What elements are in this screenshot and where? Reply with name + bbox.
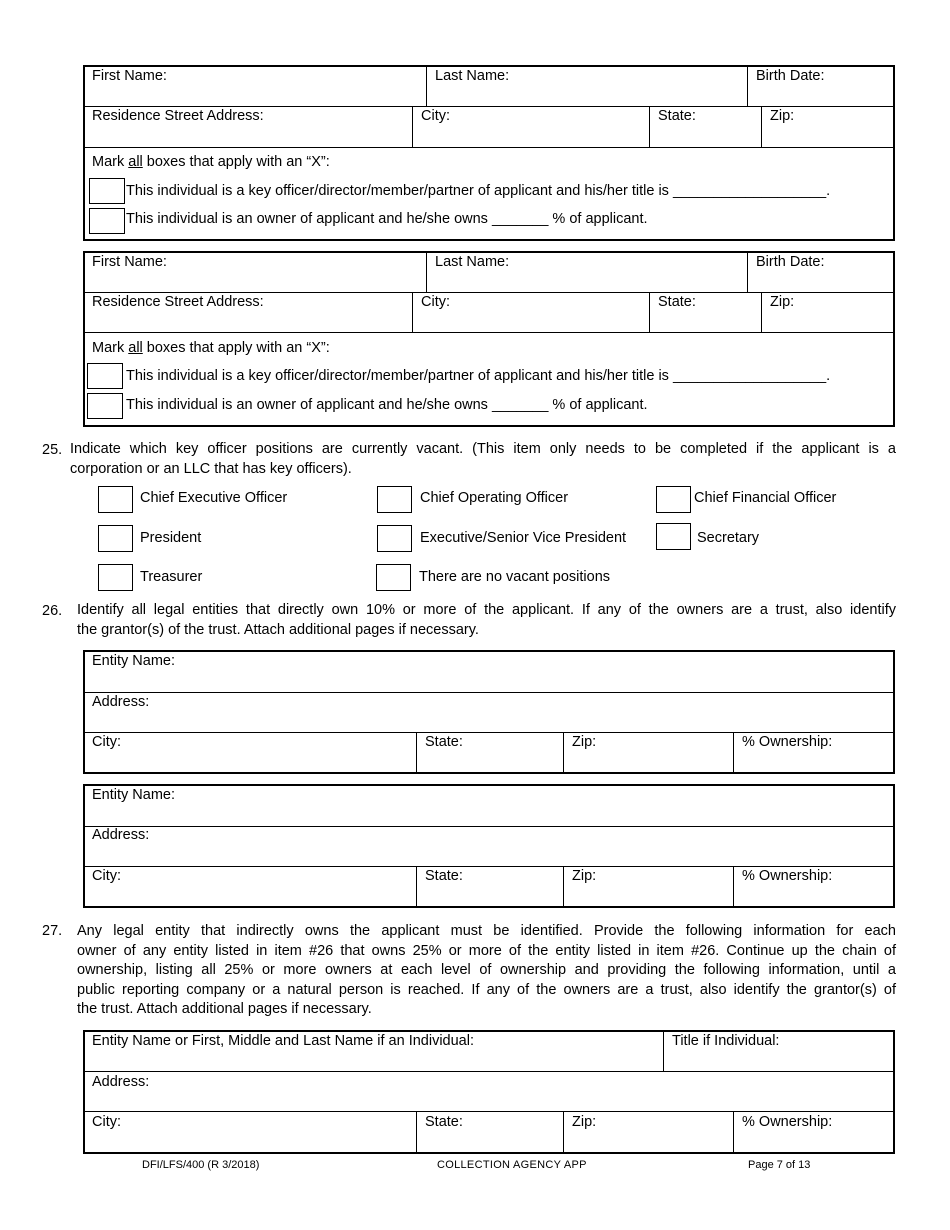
owner-checkbox[interactable]: [87, 393, 123, 419]
column-divider: [747, 252, 748, 292]
item-27-line-2: owner of any entity listed in item #26 that owns 25% or more of the entity listed in item #26. Continue up the chain of: [77, 942, 896, 959]
vacant-evp-checkbox[interactable]: [377, 525, 412, 552]
row-divider: [84, 692, 894, 693]
item-25-number: 25.: [42, 442, 63, 458]
street-address-label: Residence Street Address:: [92, 108, 264, 124]
state-field[interactable]: [655, 126, 757, 144]
zip-field[interactable]: [569, 752, 729, 771]
key-officer-text: This individual is a key officer/director/member/partner of applicant and his/her title is ___________________.: [126, 368, 831, 384]
zip-field[interactable]: [569, 886, 729, 905]
vacant-evp-label: Executive/Senior Vice President: [420, 530, 627, 546]
owner-checkbox[interactable]: [89, 208, 125, 234]
vacant-coo-label: Chief Operating Officer: [420, 490, 569, 506]
item-27-line-4: public reporting company or a natural person is reached. If any of the owners are a trust, also identify the grantor(s) of: [77, 981, 896, 998]
row-divider: [84, 332, 894, 333]
zip-label: Zip:: [572, 1114, 597, 1130]
mark-prefix: Mark: [92, 340, 129, 356]
row-divider: [84, 1071, 894, 1072]
mark-instructions: [92, 153, 330, 171]
entity-or-individual-name-label: Entity Name or First, Middle and Last Name if an Individual:: [92, 1033, 474, 1049]
column-divider: [663, 1031, 664, 1071]
zip-field[interactable]: [569, 1132, 729, 1151]
mark-all-emphasis: all: [128, 340, 143, 356]
column-divider: [412, 292, 413, 332]
zip-field[interactable]: [767, 126, 889, 144]
row-divider: [84, 147, 894, 148]
column-divider: [649, 106, 650, 147]
ownership-field[interactable]: [739, 752, 889, 771]
street-address-field[interactable]: [90, 126, 408, 144]
address-field[interactable]: [90, 1091, 890, 1109]
title-if-individual-label: Title if Individual:: [672, 1033, 780, 1049]
street-address-label: Residence Street Address:: [92, 294, 264, 310]
vacant-secretary-checkbox[interactable]: [656, 523, 691, 550]
column-divider: [426, 66, 427, 106]
zip-field[interactable]: [767, 312, 889, 330]
vacant-secretary-label: Secretary: [697, 530, 760, 546]
city-label: City:: [92, 734, 121, 750]
vacant-ceo-checkbox[interactable]: [98, 486, 133, 513]
state-label: State:: [425, 868, 463, 884]
entity-name-label: Entity Name:: [92, 787, 175, 803]
ownership-label: % Ownership:: [742, 734, 833, 750]
page-number: Page 7 of 13: [748, 1159, 811, 1171]
title-field[interactable]: [669, 1051, 889, 1069]
zip-label: Zip:: [770, 108, 795, 124]
no-vacant-positions-checkbox[interactable]: [376, 564, 411, 591]
vacant-cfo-label: Chief Financial Officer: [694, 490, 837, 506]
column-divider: [747, 66, 748, 106]
last-name-label: Last Name:: [435, 254, 510, 270]
last-name-label: Last Name:: [435, 68, 510, 84]
city-label: City:: [421, 108, 450, 124]
column-divider: [761, 106, 762, 147]
item-25-line-1: Indicate which key officer positions are currently vacant. (This item only needs to be completed if the applicant is a: [70, 441, 896, 457]
key-officer-text: This individual is a key officer/director/member/partner of applicant and his/her title is ___________________.: [126, 183, 831, 199]
row-divider: [84, 826, 894, 827]
item-27-line-1: Any legal entity that indirectly owns the applicant must be identified. Provide the following information for each: [77, 923, 896, 939]
item-25-instructions: [70, 440, 896, 479]
mark-all-emphasis: all: [128, 154, 143, 170]
item-27-number: 27.: [42, 923, 63, 939]
zip-label: Zip:: [572, 734, 597, 750]
entity-name-label: Entity Name:: [92, 653, 175, 669]
mark-prefix: Mark: [92, 154, 129, 170]
vacant-coo-checkbox[interactable]: [377, 486, 412, 513]
row-divider: [84, 1111, 894, 1112]
entity-name-field[interactable]: [90, 805, 890, 824]
key-officer-checkbox[interactable]: [87, 363, 123, 389]
vacant-ceo-label: Chief Executive Officer: [140, 490, 288, 506]
column-divider: [733, 1111, 734, 1153]
ownership-field[interactable]: [739, 886, 889, 905]
state-field[interactable]: [422, 752, 558, 771]
column-divider: [563, 732, 564, 773]
vacant-treasurer-label: Treasurer: [140, 569, 203, 585]
first-name-field[interactable]: [90, 86, 420, 104]
city-label: City:: [421, 294, 450, 310]
ownership-label: % Ownership:: [742, 1114, 833, 1130]
zip-label: Zip:: [770, 294, 795, 310]
last-name-field[interactable]: [432, 272, 742, 290]
city-label: City:: [92, 1114, 121, 1130]
first-name-label: First Name:: [92, 254, 167, 270]
state-field[interactable]: [422, 886, 558, 905]
street-address-field[interactable]: [90, 312, 408, 330]
address-label: Address:: [92, 1074, 150, 1090]
mark-suffix: boxes that apply with an “X”:: [142, 154, 330, 170]
city-label: City:: [92, 868, 121, 884]
city-field[interactable]: [90, 1132, 412, 1151]
column-divider: [426, 252, 427, 292]
form-id: DFI/LFS/400 (R 3/2018): [142, 1159, 260, 1171]
column-divider: [416, 1111, 417, 1153]
city-field[interactable]: [90, 752, 412, 771]
item-27-line-3: ownership, listing all 25% or more owners at each level of ownership and providing the following information, until a: [77, 962, 896, 978]
birth-date-field[interactable]: [752, 272, 890, 290]
state-field[interactable]: [422, 1132, 558, 1151]
last-name-field[interactable]: [432, 86, 742, 104]
ownership-label: % Ownership:: [742, 868, 833, 884]
item-27-instructions: [77, 922, 896, 1020]
item-26-line-2: the grantor(s) of the trust. Attach additional pages if necessary.: [77, 621, 479, 638]
item-26-number: 26.: [42, 603, 63, 619]
owner-text: This individual is an owner of applicant and he/she owns _______ % of applicant.: [126, 211, 648, 227]
column-divider: [563, 1111, 564, 1153]
city-field[interactable]: [418, 126, 644, 144]
mark-instructions: [92, 339, 330, 357]
column-divider: [649, 292, 650, 332]
item-26-line-1: Identify all legal entities that directly own 10% or more of the applicant. If any of the owners are a trust, also identify: [77, 602, 896, 618]
birth-date-label: Birth Date:: [756, 68, 825, 84]
state-label: State:: [425, 734, 463, 750]
entity-or-individual-name-field[interactable]: [90, 1051, 658, 1069]
item-26-instructions: [77, 601, 896, 640]
first-name-label: First Name:: [92, 68, 167, 84]
birth-date-label: Birth Date:: [756, 254, 825, 270]
first-name-field[interactable]: [90, 272, 420, 290]
vacant-treasurer-checkbox[interactable]: [98, 564, 133, 591]
state-field[interactable]: [655, 312, 757, 330]
zip-label: Zip:: [572, 868, 597, 884]
key-officer-checkbox[interactable]: [89, 178, 125, 204]
state-label: State:: [658, 294, 696, 310]
mark-suffix: boxes that apply with an “X”:: [142, 340, 330, 356]
column-divider: [412, 106, 413, 147]
footer-title: COLLECTION AGENCY APP: [437, 1159, 587, 1171]
city-field[interactable]: [418, 312, 644, 330]
entity-name-field[interactable]: [90, 671, 890, 690]
birth-date-field[interactable]: [752, 86, 890, 104]
owner-text: This individual is an owner of applicant and he/she owns _______ % of applicant.: [126, 397, 648, 413]
address-field[interactable]: [90, 846, 890, 864]
vacant-president-label: President: [140, 530, 202, 546]
column-divider: [733, 732, 734, 773]
vacant-cfo-checkbox[interactable]: [656, 486, 691, 513]
state-label: State:: [425, 1114, 463, 1130]
city-field[interactable]: [90, 886, 412, 905]
item-25-line-2: corporation or an LLC that has key officers).: [70, 460, 352, 477]
ownership-field[interactable]: [739, 1132, 889, 1151]
state-label: State:: [658, 108, 696, 124]
address-label: Address:: [92, 694, 150, 710]
column-divider: [563, 866, 564, 907]
address-label: Address:: [92, 827, 150, 843]
no-vacant-positions-label: There are no vacant positions: [419, 569, 611, 585]
item-27-line-5: the trust. Attach additional pages if necessary.: [77, 1001, 372, 1017]
column-divider: [416, 866, 417, 907]
address-field[interactable]: [90, 712, 890, 730]
column-divider: [761, 292, 762, 332]
column-divider: [733, 866, 734, 907]
column-divider: [416, 732, 417, 773]
vacant-president-checkbox[interactable]: [98, 525, 133, 552]
